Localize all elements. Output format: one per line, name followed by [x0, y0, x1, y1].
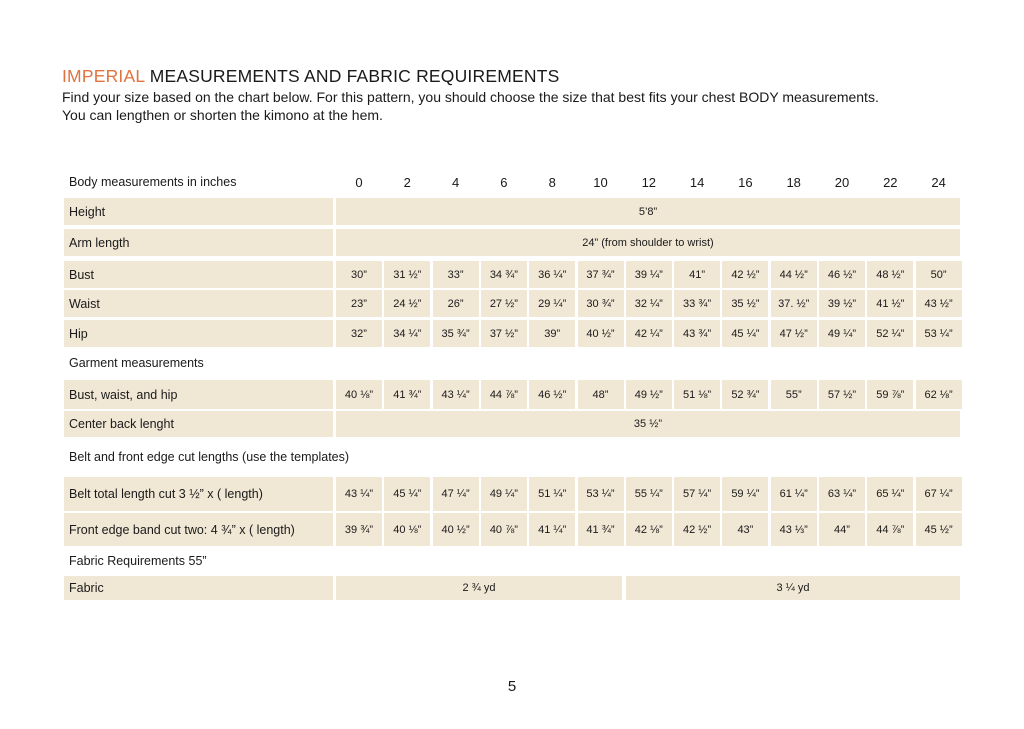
- size-header: 18: [786, 174, 801, 190]
- size-header: 24: [931, 174, 946, 190]
- hip-row-cell: 39”: [529, 320, 575, 347]
- front-edge-row-cell: 45 ½”: [916, 513, 962, 546]
- page-heading: [62, 66, 559, 87]
- bust-row-cell: 44 ½”: [771, 261, 817, 288]
- waist-row-cell: 24 ½”: [384, 290, 430, 317]
- size-header: 14: [689, 174, 705, 190]
- hip-row-cell: 43 ¾”: [674, 320, 720, 347]
- size-header: 4: [451, 174, 460, 190]
- hip-row-cell: 35 ¾”: [433, 320, 479, 347]
- front-edge-row-cell: 41 ¾”: [578, 513, 624, 546]
- garment-bust-waist-hip-row-cell: 59 ⅞”: [867, 380, 913, 409]
- fabric-section-label: Fabric Requirements 55”: [69, 554, 207, 568]
- bust-row-cell: 39 ¼”: [626, 261, 672, 288]
- fabric-row-label: Fabric: [64, 576, 333, 600]
- belt-total-row-cell: 43 ¼”: [336, 477, 382, 511]
- hip-row-cell: 42 ¼”: [626, 320, 672, 347]
- bust-row-cell: 36 ¼”: [529, 261, 575, 288]
- bust-row-cell: 48 ½”: [867, 261, 913, 288]
- garment-bust-waist-hip-row-cell: 62 ⅛”: [916, 380, 962, 409]
- front-edge-row-cell: 39 ¾”: [336, 513, 382, 546]
- front-edge-row-label: Front edge band cut two: 4 ¾” x ( length): [64, 513, 333, 546]
- size-header: 20: [834, 174, 850, 190]
- belt-total-row-cell: 55 ¼”: [626, 477, 672, 511]
- bust-row-label: Bust: [64, 261, 333, 288]
- front-edge-row-cell: 43”: [722, 513, 768, 546]
- garment-bust-waist-hip-row-cell: 46 ½”: [529, 380, 575, 409]
- belt-total-row-cell: 53 ¼”: [578, 477, 624, 511]
- fabric-value-small-sizes: 2 ¾ yd: [336, 576, 622, 600]
- waist-row-cell: 23”: [336, 290, 382, 317]
- front-edge-row-cell: 41 ¼”: [529, 513, 575, 546]
- bust-row-cell: 50”: [916, 261, 962, 288]
- garment-bust-waist-hip-row-cell: 44 ⅞”: [481, 380, 527, 409]
- waist-row-cell: 32 ¼”: [626, 290, 672, 317]
- size-header: 8: [548, 174, 556, 190]
- belt-total-row-cell: 49 ¼”: [481, 477, 527, 511]
- waist-row-cell: 35 ½”: [722, 290, 768, 317]
- garment-bust-waist-hip-row-cell: 52 ¾”: [722, 380, 768, 409]
- garment-section-label: Garment measurements: [69, 356, 204, 370]
- belt-total-row-cell: 67 ¼”: [916, 477, 962, 511]
- hip-row-cell: 32”: [336, 320, 382, 347]
- waist-row-cell: 33 ¾”: [674, 290, 720, 317]
- garment-bust-waist-hip-row-cell: 43 ¼”: [433, 380, 479, 409]
- arm-length-row-label: Arm length: [64, 229, 333, 256]
- size-header: 16: [738, 174, 753, 190]
- front-edge-row-cell: 44”: [819, 513, 865, 546]
- garment-bust-waist-hip-row-cell: 51 ⅛”: [674, 380, 720, 409]
- garment-bust-waist-hip-row-cell: 49 ½”: [626, 380, 672, 409]
- front-edge-row-cell: 44 ⅞”: [867, 513, 913, 546]
- intro-line-2: You can lengthen or shorten the kimono at the hem.: [62, 107, 383, 123]
- belt-total-row-cell: 45 ¼”: [384, 477, 430, 511]
- garment-bust-waist-hip-row-cell: 55”: [771, 380, 817, 409]
- belt-total-row-cell: 63 ¼”: [819, 477, 865, 511]
- garment-bust-waist-hip-row-label: Bust, waist, and hip: [64, 380, 333, 409]
- hip-row-cell: 47 ½”: [771, 320, 817, 347]
- waist-row-cell: 39 ½”: [819, 290, 865, 317]
- fabric-value-large-sizes: 3 ¼ yd: [626, 576, 960, 600]
- garment-bust-waist-hip-row-cell: 48”: [578, 380, 624, 409]
- height-row-label: Height: [64, 198, 333, 225]
- bust-row-cell: 34 ¾”: [481, 261, 527, 288]
- bust-row-cell: 46 ½”: [819, 261, 865, 288]
- hip-row-cell: 45 ¼”: [722, 320, 768, 347]
- belt-total-row-cell: 47 ¼”: [433, 477, 479, 511]
- waist-row-cell: 26”: [433, 290, 479, 317]
- waist-row-cell: 27 ½”: [481, 290, 527, 317]
- height-row-value: 5’8”: [336, 198, 960, 225]
- belt-total-row-label: Belt total length cut 3 ½” x ( length): [64, 477, 333, 511]
- garment-bust-waist-hip-row-cell: 40 ⅛”: [336, 380, 382, 409]
- intro-text: [62, 88, 982, 124]
- hip-row-label: Hip: [64, 320, 333, 347]
- belt-total-row-cell: 61 ¼”: [771, 477, 817, 511]
- waist-row-cell: 43 ½”: [916, 290, 962, 317]
- waist-row-cell: 41 ½”: [867, 290, 913, 317]
- hip-row-cell: 37 ½”: [481, 320, 527, 347]
- size-header: 12: [641, 174, 657, 190]
- bust-row-cell: 41”: [674, 261, 720, 288]
- bust-row-cell: 30”: [336, 261, 382, 288]
- center-back-row-value: 35 ½”: [336, 411, 960, 437]
- size-header: 0: [355, 174, 363, 190]
- size-header: 22: [883, 174, 898, 190]
- garment-bust-waist-hip-row-cell: 57 ½”: [819, 380, 865, 409]
- waist-row-label: Waist: [64, 290, 333, 317]
- front-edge-row-cell: 40 ⅞”: [481, 513, 527, 546]
- belt-total-row-cell: 65 ¼”: [867, 477, 913, 511]
- bust-row-cell: 31 ½”: [384, 261, 430, 288]
- waist-row-cell: 37. ½”: [771, 290, 817, 317]
- bust-row-cell: 33”: [433, 261, 479, 288]
- waist-row-cell: 29 ¼”: [529, 290, 575, 317]
- belt-total-row-cell: 57 ¼”: [674, 477, 720, 511]
- hip-row-cell: 34 ¼”: [384, 320, 430, 347]
- waist-row-cell: 30 ¾”: [578, 290, 624, 317]
- heading-rest: MEASUREMENTS AND FABRIC REQUIREMENTS: [144, 66, 560, 86]
- front-edge-row-cell: 42 ⅛”: [626, 513, 672, 546]
- belt-section-label: Belt and front edge cut lengths (use the templates): [69, 450, 350, 464]
- size-header: 6: [500, 174, 508, 190]
- hip-row-cell: 40 ½”: [578, 320, 624, 347]
- size-header: 2: [403, 174, 411, 190]
- bust-row-cell: 42 ½”: [722, 261, 768, 288]
- front-edge-row-cell: 40 ⅛”: [384, 513, 430, 546]
- belt-total-row-cell: 51 ¼”: [529, 477, 575, 511]
- page-number: 5: [507, 678, 517, 695]
- arm-length-row-value: 24” (from shoulder to wrist): [336, 229, 960, 256]
- front-edge-row-cell: 42 ½”: [674, 513, 720, 546]
- bust-row-cell: 37 ¾”: [578, 261, 624, 288]
- belt-total-row-cell: 59 ¼”: [722, 477, 768, 511]
- size-header: 10: [593, 174, 608, 190]
- front-edge-row-cell: 40 ½”: [433, 513, 479, 546]
- center-back-row-label: Center back lenght: [64, 411, 333, 437]
- intro-line-1: Find your size based on the chart below. For this pattern, you should choose the size that best fits your chest BODY measurements.: [62, 89, 879, 105]
- hip-row-cell: 53 ¼”: [916, 320, 962, 347]
- front-edge-row-cell: 43 ⅓”: [771, 513, 817, 546]
- hip-row-cell: 49 ¼”: [819, 320, 865, 347]
- hip-row-cell: 52 ¼”: [867, 320, 913, 347]
- heading-accent: IMPERIAL: [62, 66, 145, 86]
- garment-bust-waist-hip-row-cell: 41 ¾”: [384, 380, 430, 409]
- table-header-label: Body measurements in inches: [69, 175, 237, 189]
